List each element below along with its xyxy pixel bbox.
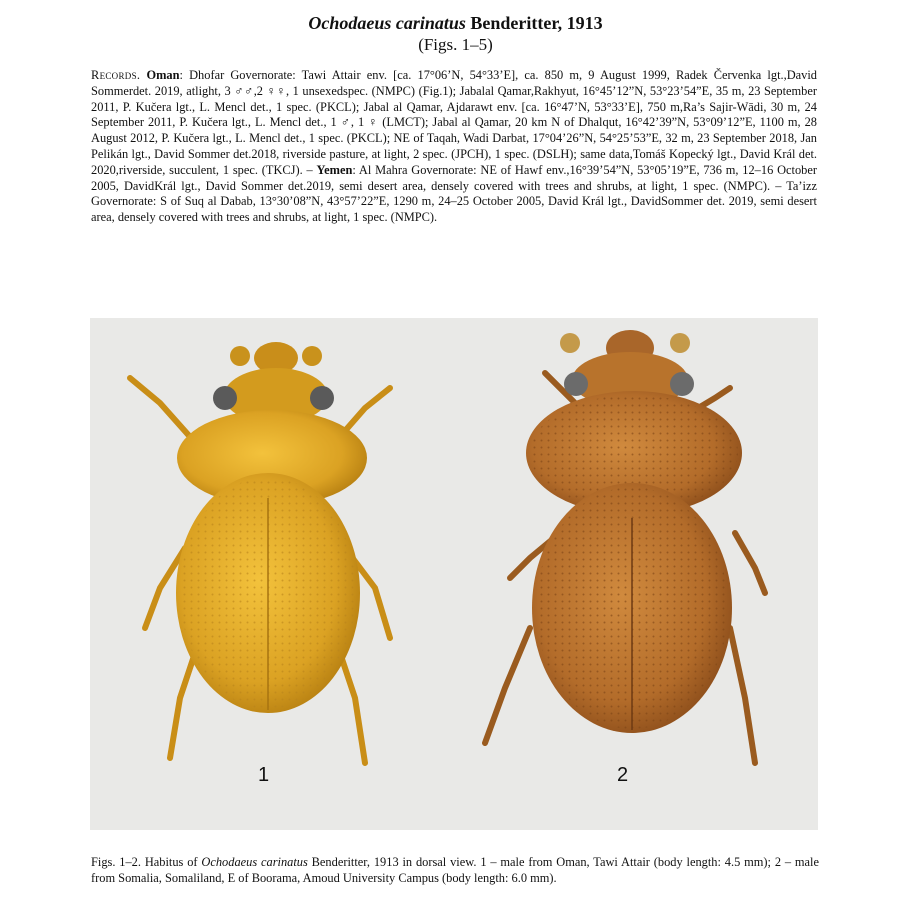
records-paragraph — [91, 68, 817, 226]
figure-label-2: 2 — [617, 764, 629, 786]
figure-label-1: 1 — [258, 764, 270, 786]
habitus-figure-plate — [90, 318, 818, 830]
species-name: Ochodaeus carinatus — [308, 13, 466, 33]
caption-text: Benderitter, 1913 in dorsal view. 1 – male from Oman, Tawi Attair (body length: 4.5 mm); 2 – male from Somalia, Somaliland, E of Boorama, Amoud University Campus (body length: 6.0 mm). — [91, 855, 819, 885]
country-oman: Oman — [146, 68, 180, 82]
article-section-title — [0, 12, 911, 34]
figure-caption — [91, 854, 819, 886]
figures-reference: (Figs. 1–5) — [418, 35, 493, 54]
beetle-2-specimen — [485, 330, 765, 763]
caption-species: Ochodaeus carinatus — [201, 855, 308, 869]
yemen-records-text: : Al Mahra Governorate: NE of Hawf env.,16°39’54”N, 53°05’19”E, 736 m, 12–16 October 2005, DavidKrál lgt., David Sommer det.2019, semi desert area, densely covered with trees and shrubs, at light, 1 spec. (NMPC). – Ta’izz Governorate: S of Suq al Dabab, 13°30’08”N, 43°57’22”E, 1290 m, 24–25 October 2005, David Král lgt., DavidSommer det. 2019, semi desert area, densely covered with trees and shrubs, at light, 1 spec. (NMPC). — [91, 162, 817, 225]
beetle-photographs — [90, 318, 818, 830]
oman-records-text: : Dhofar Governorate: Tawi Attair env. [ca. 17°06’N, 54°33’E], ca. 850 m, 9 August 1999, Radek Červenka lgt.,David Sommerdet. 2019, atlight, 3 ♂♂,2 ♀♀, 1 unsexedspec. (NMPC) (Fig.1); Jabalal Qamar,Rakhyut, 16°45’12”N, 53°23’54”E, 35 m, 23 September 2011, P. Kučera lgt., L. Mencl det., 1 spec. (PKCL); Jabal al Qamar, Ajdarawt env. [ca. 16°47’N, 53°33’E], 750 m,Ra’s Sajir-Wādi, 30 m, 24 September 2011, P. Kučera lgt., L. Mencl det., 1 ♂, 1 ♀ (LMCT); Jabal al Qamar, 20 km N of Dhalqut, 16°42’39”N, 53°09’12”E, 1100 m, 28 August 2012, P. Kučera lgt., L. Mencl det., 1 spec. (PKCL); NE of Taqah, Wadi Darbat, 17°04’26”N, 54°25’53”E, 32 m, 23 September 2018, Jan Pelikán lgt., David Sommer det.2018, riverside pasture, at light, 2 spec. (JPCH), 1 spec. (DSLH); same data,Tomáš Kopecký lgt., David Král det. 2020,riverside, succulent, 1 spec. (TKCJ). – — [91, 68, 817, 177]
caption-prefix: Figs. 1–2. Habitus of — [91, 855, 198, 869]
beetle-1-specimen — [130, 342, 390, 763]
country-yemen: Yemen — [316, 162, 353, 177]
species-author: Benderitter, 1913 — [470, 13, 603, 33]
records-label: Records. — [91, 68, 141, 82]
